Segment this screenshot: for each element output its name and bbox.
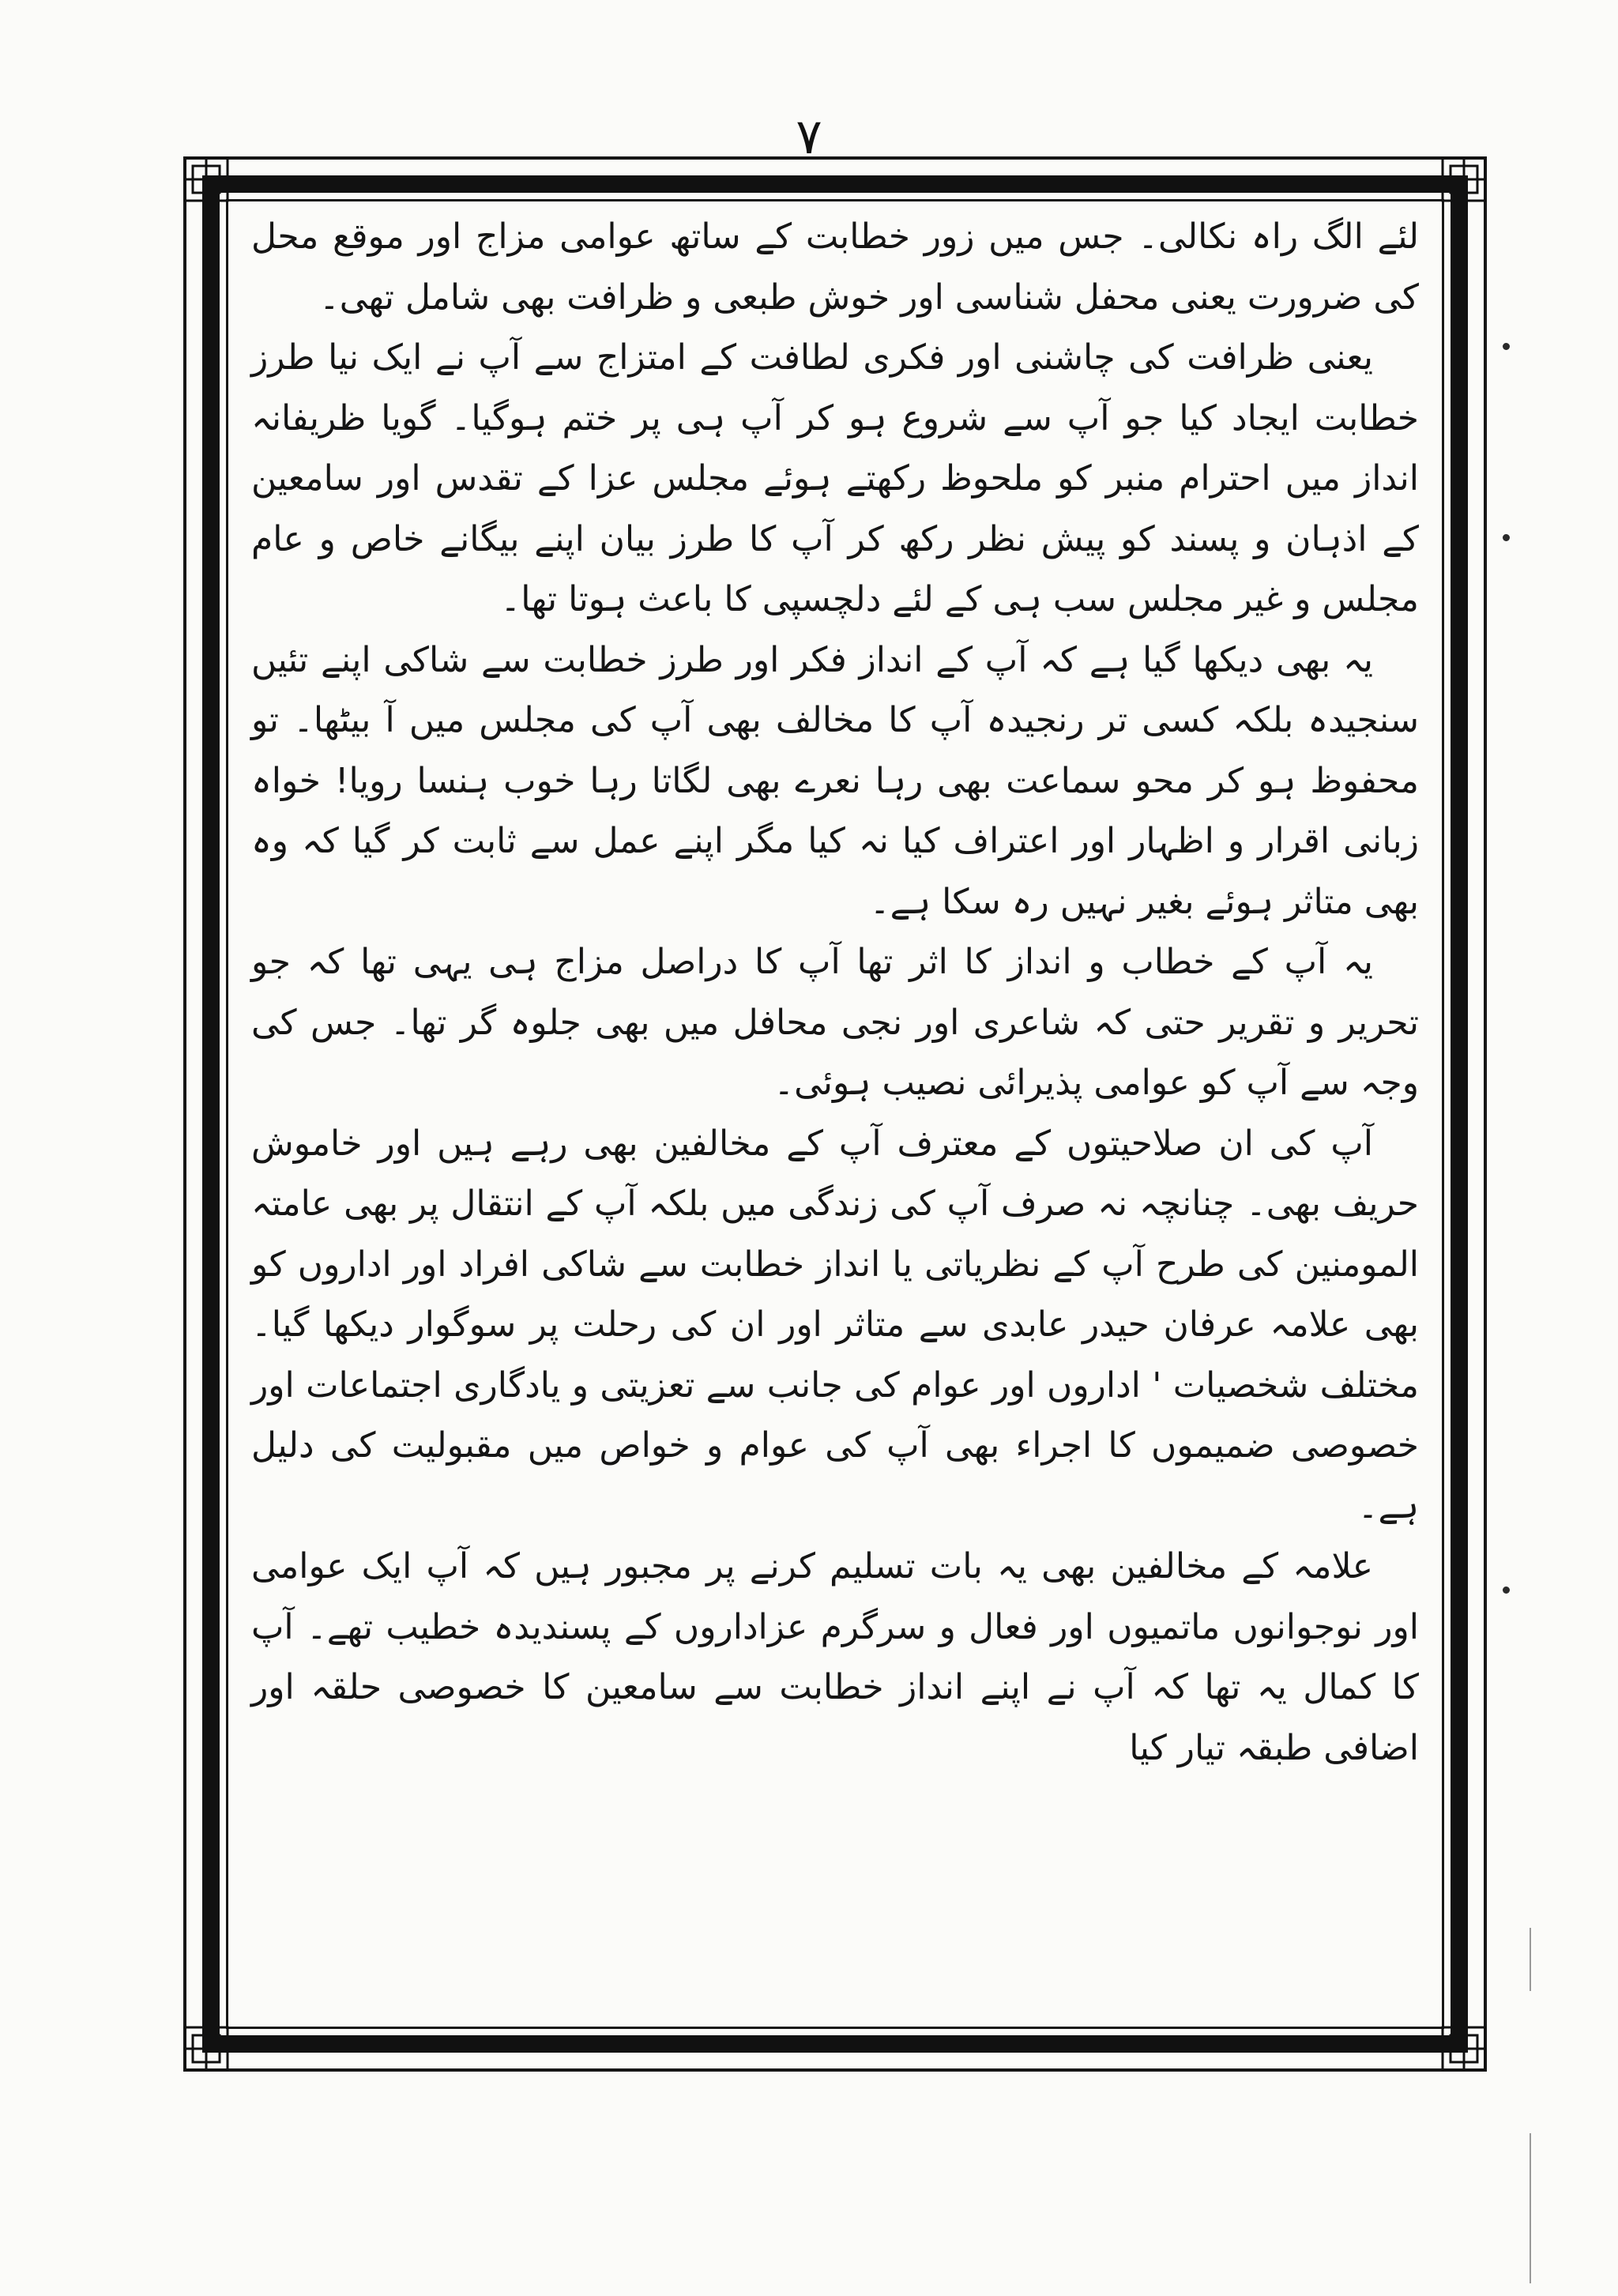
paragraph: علامہ کے مخالفین بھی یہ بات تسلیم کرنے پر مجبور ہیں کہ آپ ایک عوامی اور نوجوانوں ماتمیوں اور فعال و سرگرم عزاداروں کے پسندیدہ خطیب تھے۔ آپ کا کمال یہ تھا کہ آپ نے اپنے انداز خطابت سے سامعین کا خصوصی حلقہ اور اضافی طبقہ تیار کیا [251,1546,1419,1768]
paragraph: لئے الگ راہ نکالی۔ جس میں زور خطابت کے ساتھ عوامی مزاج اور موقع محل کی ضرورت یعنی محفل شناسی اور خوش طبعی و ظرافت بھی شامل تھی۔ [251,216,1419,318]
border-corner-ornament [1441,2026,1487,2072]
paragraph: یہ آپ کے خطاب و انداز کا اثر تھا آپ کا دراصل مزاج ہی یہی تھا کہ جو تحریر و تقریر حتی کہ شاعری اور نجی محافل میں بھی جلوہ گر تھا۔ جس کی وجہ سے آپ کو عوامی پذیرائی نصیب ہوئی۔ [251,942,1419,1103]
page-number: ۷ [796,107,822,165]
paragraph: آپ کی ان صلاحیتوں کے معترف آپ کے مخالفین بھی رہے ہیں اور خاموش حریف بھی۔ چنانچہ نہ صرف آپ کی زندگی میں بلکہ آپ کے انتقال پر بھی عامتہ المومنین کی طرح آپ کے نظریاتی یا انداز خطابت سے شاکی افراد اور اداروں کو بھی علامہ عرفان حیدر عابدی سے متاثر اور ان کی رحلت پر سوگوار دیکھا گیا۔ مختلف شخصیات ' اداروں اور عوام کی جانب سے تعزیتی و یادگاری اجتماعات اور خصوصی ضمیموں کا اجراء بھی آپ کی عوام و خواص میں مقبولیت کی دلیل ہے۔ [251,1123,1419,1526]
paragraph: یہ بھی دیکھا گیا ہے کہ آپ کے انداز فکر اور طرز خطابت سے شاکی اپنے تئیں سنجیدہ بلکہ کسی تر رنجیدہ آپ کا مخالف بھی آپ کی مجلس میں آ بیٹھا۔ تو محفوظ ہو کر محو سماعت بھی رہا نعرے بھی لگاتا رہا خوب ہنسا رویا! خواہ زبانی اقرار و اظہار اور اعتراف کیا نہ کیا مگر اپنے عمل سے ثابت کر گیا کہ وہ بھی متاثر ہوئے بغیر نہیں رہ سکا ہے۔ [251,639,1419,922]
scan-edge-line [1530,1928,1531,1991]
border-corner-ornament [183,2026,229,2072]
scan-speck [1503,1586,1510,1594]
border-corner-ornament [1441,156,1487,202]
scan-speck [1503,534,1510,541]
body-text [251,207,1419,1778]
scan-speck [1503,343,1510,350]
border-corner-ornament [183,156,229,202]
scan-edge-line [1530,2133,1531,2283]
paragraph: یعنی ظرافت کی چاشنی اور فکری لطافت کے امتزاج سے آپ نے ایک نیا طرز خطابت ایجاد کیا جو آپ سے شروع ہو کر آپ ہی پر ختم ہوگیا۔ گویا ظریفانہ انداز میں احترام منبر کو ملحوظ رکھتے ہوئے مجلس عزا کے تقدس اور سامعین کے اذہان و پسند کو پیش نظر رکھ کر آپ کا طرز بیان اپنے بیگانے خاص و عام مجلس و غیر مجلس سب ہی کے لئے دلچسپی کا باعث ہوتا تھا۔ [251,337,1419,619]
